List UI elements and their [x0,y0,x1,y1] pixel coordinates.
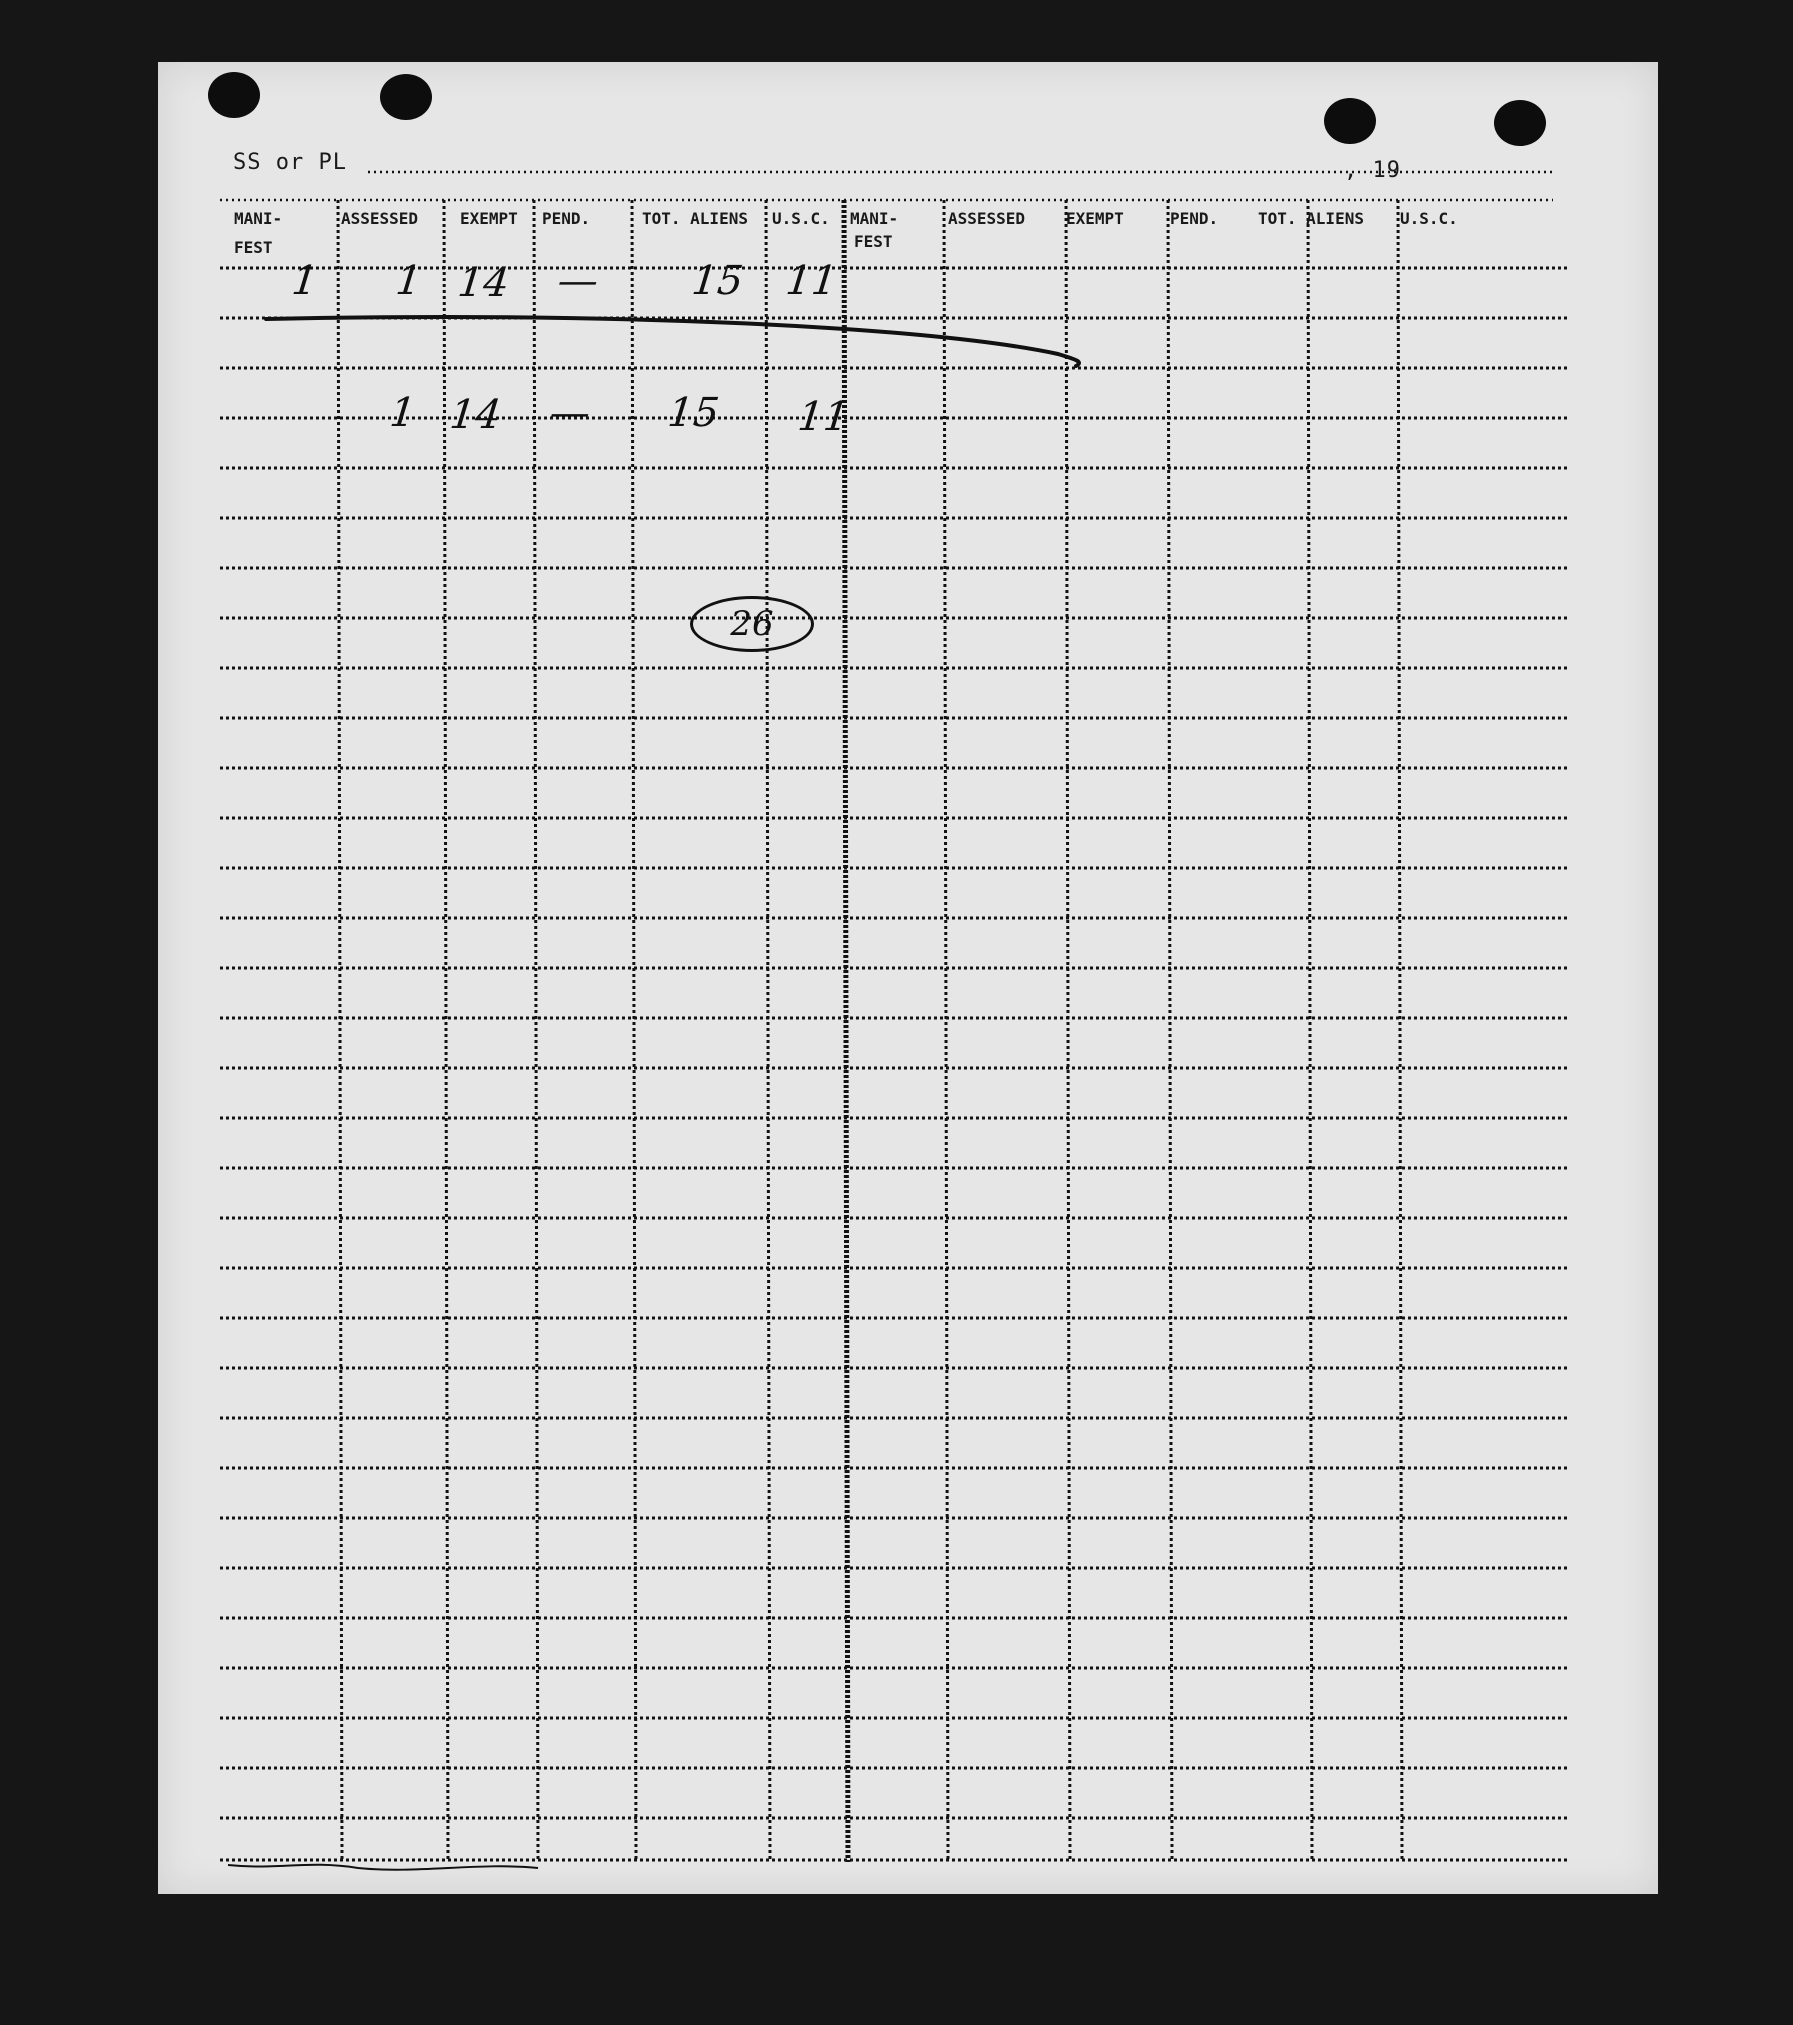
handwritten-strike-line [266,317,1079,366]
col-header-assessed-right: ASSESSED [948,209,1026,228]
col-header-manifest-1: MANI- [234,209,283,228]
handwritten-row1-usc: 11 [783,258,840,304]
col-header-usc-right: U.S.C. [1400,209,1458,228]
grid-column-line [1398,200,1402,1862]
col-header-manifest-2-right: FEST [854,232,893,251]
form-grid [158,62,1658,1894]
grid-column-line [338,200,342,1862]
handwritten-row3-tot-aliens: 15 [665,390,722,436]
handwritten-row3-exempt: 14 [447,392,504,438]
circled-total [690,596,814,652]
form-sheet [158,62,1658,1894]
handwritten-row1-assessed: 1 [393,258,424,304]
circled-total-value: 26 [730,604,774,644]
grid-column-line [944,200,948,1862]
col-header-exempt-right: EXEMPT [1066,209,1124,228]
col-header-tot-aliens: TOT. ALIENS [642,209,748,228]
grid-column-line [632,200,636,1862]
handwritten-row1-tot-aliens: 15 [689,258,746,304]
col-header-tot-aliens-right: TOT. ALIENS [1258,209,1364,228]
col-header-assessed: ASSESSED [341,209,419,228]
col-header-exempt: EXEMPT [460,209,518,228]
col-header-usc: U.S.C. [772,209,830,228]
grid-column-line [1308,200,1312,1862]
handwritten-row3-usc: 11 [795,394,852,440]
handwritten-row1-pend: — [555,258,601,304]
handwritten-row1-exempt: 14 [455,260,512,306]
grid-column-line [534,200,538,1862]
date-year-prefix: , 19 [1344,158,1401,183]
grid-column-line [844,200,848,1862]
col-header-manifest-2: FEST [234,238,273,257]
col-header-pend-right: PEND. [1170,209,1219,228]
grid-column-line [1066,200,1070,1862]
handwritten-row1-manifest: 1 [289,258,320,304]
col-header-pend: PEND. [542,209,591,228]
bottom-edge-mark [228,1865,538,1870]
handwritten-row3-pend: — [547,390,593,436]
handwritten-row3-assessed: 1 [387,390,418,436]
grid-column-line [1168,200,1172,1862]
grid-column-line [444,200,448,1862]
col-header-manifest-1-right: MANI- [850,209,899,228]
grid-column-line [766,200,770,1862]
ss-or-pl-label: SS or PL [233,150,347,175]
